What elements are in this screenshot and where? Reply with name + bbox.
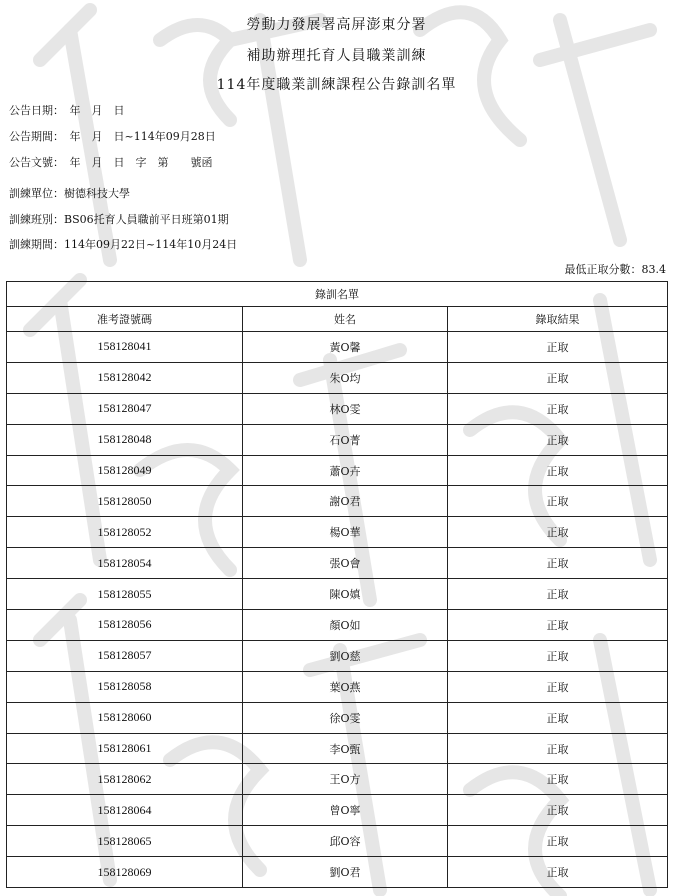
exam-number-cell: 158128064	[7, 795, 243, 826]
name-cell: 曾O寧	[243, 795, 448, 826]
exam-number-cell: 158128057	[7, 640, 243, 671]
table-row	[7, 733, 668, 764]
result-cell: 正取	[448, 702, 668, 733]
result-cell: 正取	[448, 332, 668, 363]
result-cell: 正取	[448, 455, 668, 486]
table-row	[7, 764, 668, 795]
name-cell: 葉O燕	[243, 671, 448, 702]
table-row	[7, 486, 668, 517]
name-cell: 林O雯	[243, 393, 448, 424]
result-cell: 正取	[448, 424, 668, 455]
exam-number-cell: 158128047	[7, 393, 243, 424]
result-cell: 正取	[448, 640, 668, 671]
training-period: 訓練期間：114年09月22日~114年10月24日	[9, 238, 238, 251]
exam-number-cell: 158128050	[7, 486, 243, 517]
training-class: 訓練班別：BS06托育人員職前平日班第01期	[9, 213, 229, 226]
program-title: 補助辦理托育人員職業訓練	[246, 48, 427, 64]
result-cell: 正取	[448, 795, 668, 826]
table-caption: 錄訓名單	[7, 282, 668, 307]
admission-list-table	[6, 281, 668, 888]
result-cell: 正取	[448, 671, 668, 702]
exam-number-cell: 158128060	[7, 702, 243, 733]
table-row	[7, 548, 668, 579]
exam-number-cell: 158128069	[7, 857, 243, 888]
name-cell: 石O菁	[243, 424, 448, 455]
exam-number-cell: 158128041	[7, 332, 243, 363]
announce-date: 公告日期： 年 月 日	[9, 104, 125, 117]
announce-doc-number: 公告文號： 年 月 日 字 第 號函	[9, 156, 213, 169]
table-row	[7, 857, 668, 888]
name-cell: 謝O君	[243, 486, 448, 517]
column-header-result: 錄取結果	[448, 307, 668, 332]
name-cell: 陳O嫃	[243, 579, 448, 610]
name-cell: 顏O如	[243, 610, 448, 641]
table-row	[7, 610, 668, 641]
result-cell: 正取	[448, 548, 668, 579]
result-cell: 正取	[448, 486, 668, 517]
result-cell: 正取	[448, 579, 668, 610]
result-cell: 正取	[448, 393, 668, 424]
name-cell: 蕭O卉	[243, 455, 448, 486]
table-row	[7, 579, 668, 610]
column-header-name: 姓名	[243, 307, 448, 332]
table-row	[7, 702, 668, 733]
exam-number-cell: 158128048	[7, 424, 243, 455]
table-row	[7, 671, 668, 702]
table-row	[7, 455, 668, 486]
exam-number-cell: 158128061	[7, 733, 243, 764]
table-row	[7, 332, 668, 363]
name-cell: 楊O華	[243, 517, 448, 548]
training-unit: 訓練單位：樹德科技大學	[9, 187, 130, 200]
table-row	[7, 393, 668, 424]
name-cell: 朱O均	[243, 362, 448, 393]
exam-number-cell: 158128042	[7, 362, 243, 393]
result-cell: 正取	[448, 764, 668, 795]
name-cell: 劉O君	[243, 857, 448, 888]
name-cell: 邱O容	[243, 826, 448, 857]
exam-number-cell: 158128065	[7, 826, 243, 857]
exam-number-cell: 158128058	[7, 671, 243, 702]
announce-period: 公告期間： 年 月 日~114年09月28日	[9, 130, 216, 143]
result-cell: 正取	[448, 362, 668, 393]
exam-number-cell: 158128052	[7, 517, 243, 548]
exam-number-cell: 158128062	[7, 764, 243, 795]
table-row	[7, 640, 668, 671]
result-cell: 正取	[448, 610, 668, 641]
result-cell: 正取	[448, 733, 668, 764]
exam-number-cell: 158128055	[7, 579, 243, 610]
name-cell: 張O會	[243, 548, 448, 579]
name-cell: 劉O慈	[243, 640, 448, 671]
result-cell: 正取	[448, 517, 668, 548]
name-cell: 李O甄	[243, 733, 448, 764]
minimum-score: 最低正取分數：83.4	[564, 263, 666, 276]
org-title: 勞動力發展署高屏澎東分署	[246, 17, 427, 33]
column-header-exam-number: 准考證號碼	[7, 307, 243, 332]
exam-number-cell: 158128054	[7, 548, 243, 579]
table-row	[7, 826, 668, 857]
table-row	[7, 795, 668, 826]
table-row	[7, 362, 668, 393]
name-cell: 黃O馨	[243, 332, 448, 363]
table-row	[7, 517, 668, 548]
document-title: 114年度職業訓練課程公告錄訓名單	[216, 77, 457, 93]
table-row	[7, 424, 668, 455]
name-cell: 王O方	[243, 764, 448, 795]
exam-number-cell: 158128056	[7, 610, 243, 641]
exam-number-cell: 158128049	[7, 455, 243, 486]
name-cell: 徐O雯	[243, 702, 448, 733]
result-cell: 正取	[448, 826, 668, 857]
result-cell: 正取	[448, 857, 668, 888]
